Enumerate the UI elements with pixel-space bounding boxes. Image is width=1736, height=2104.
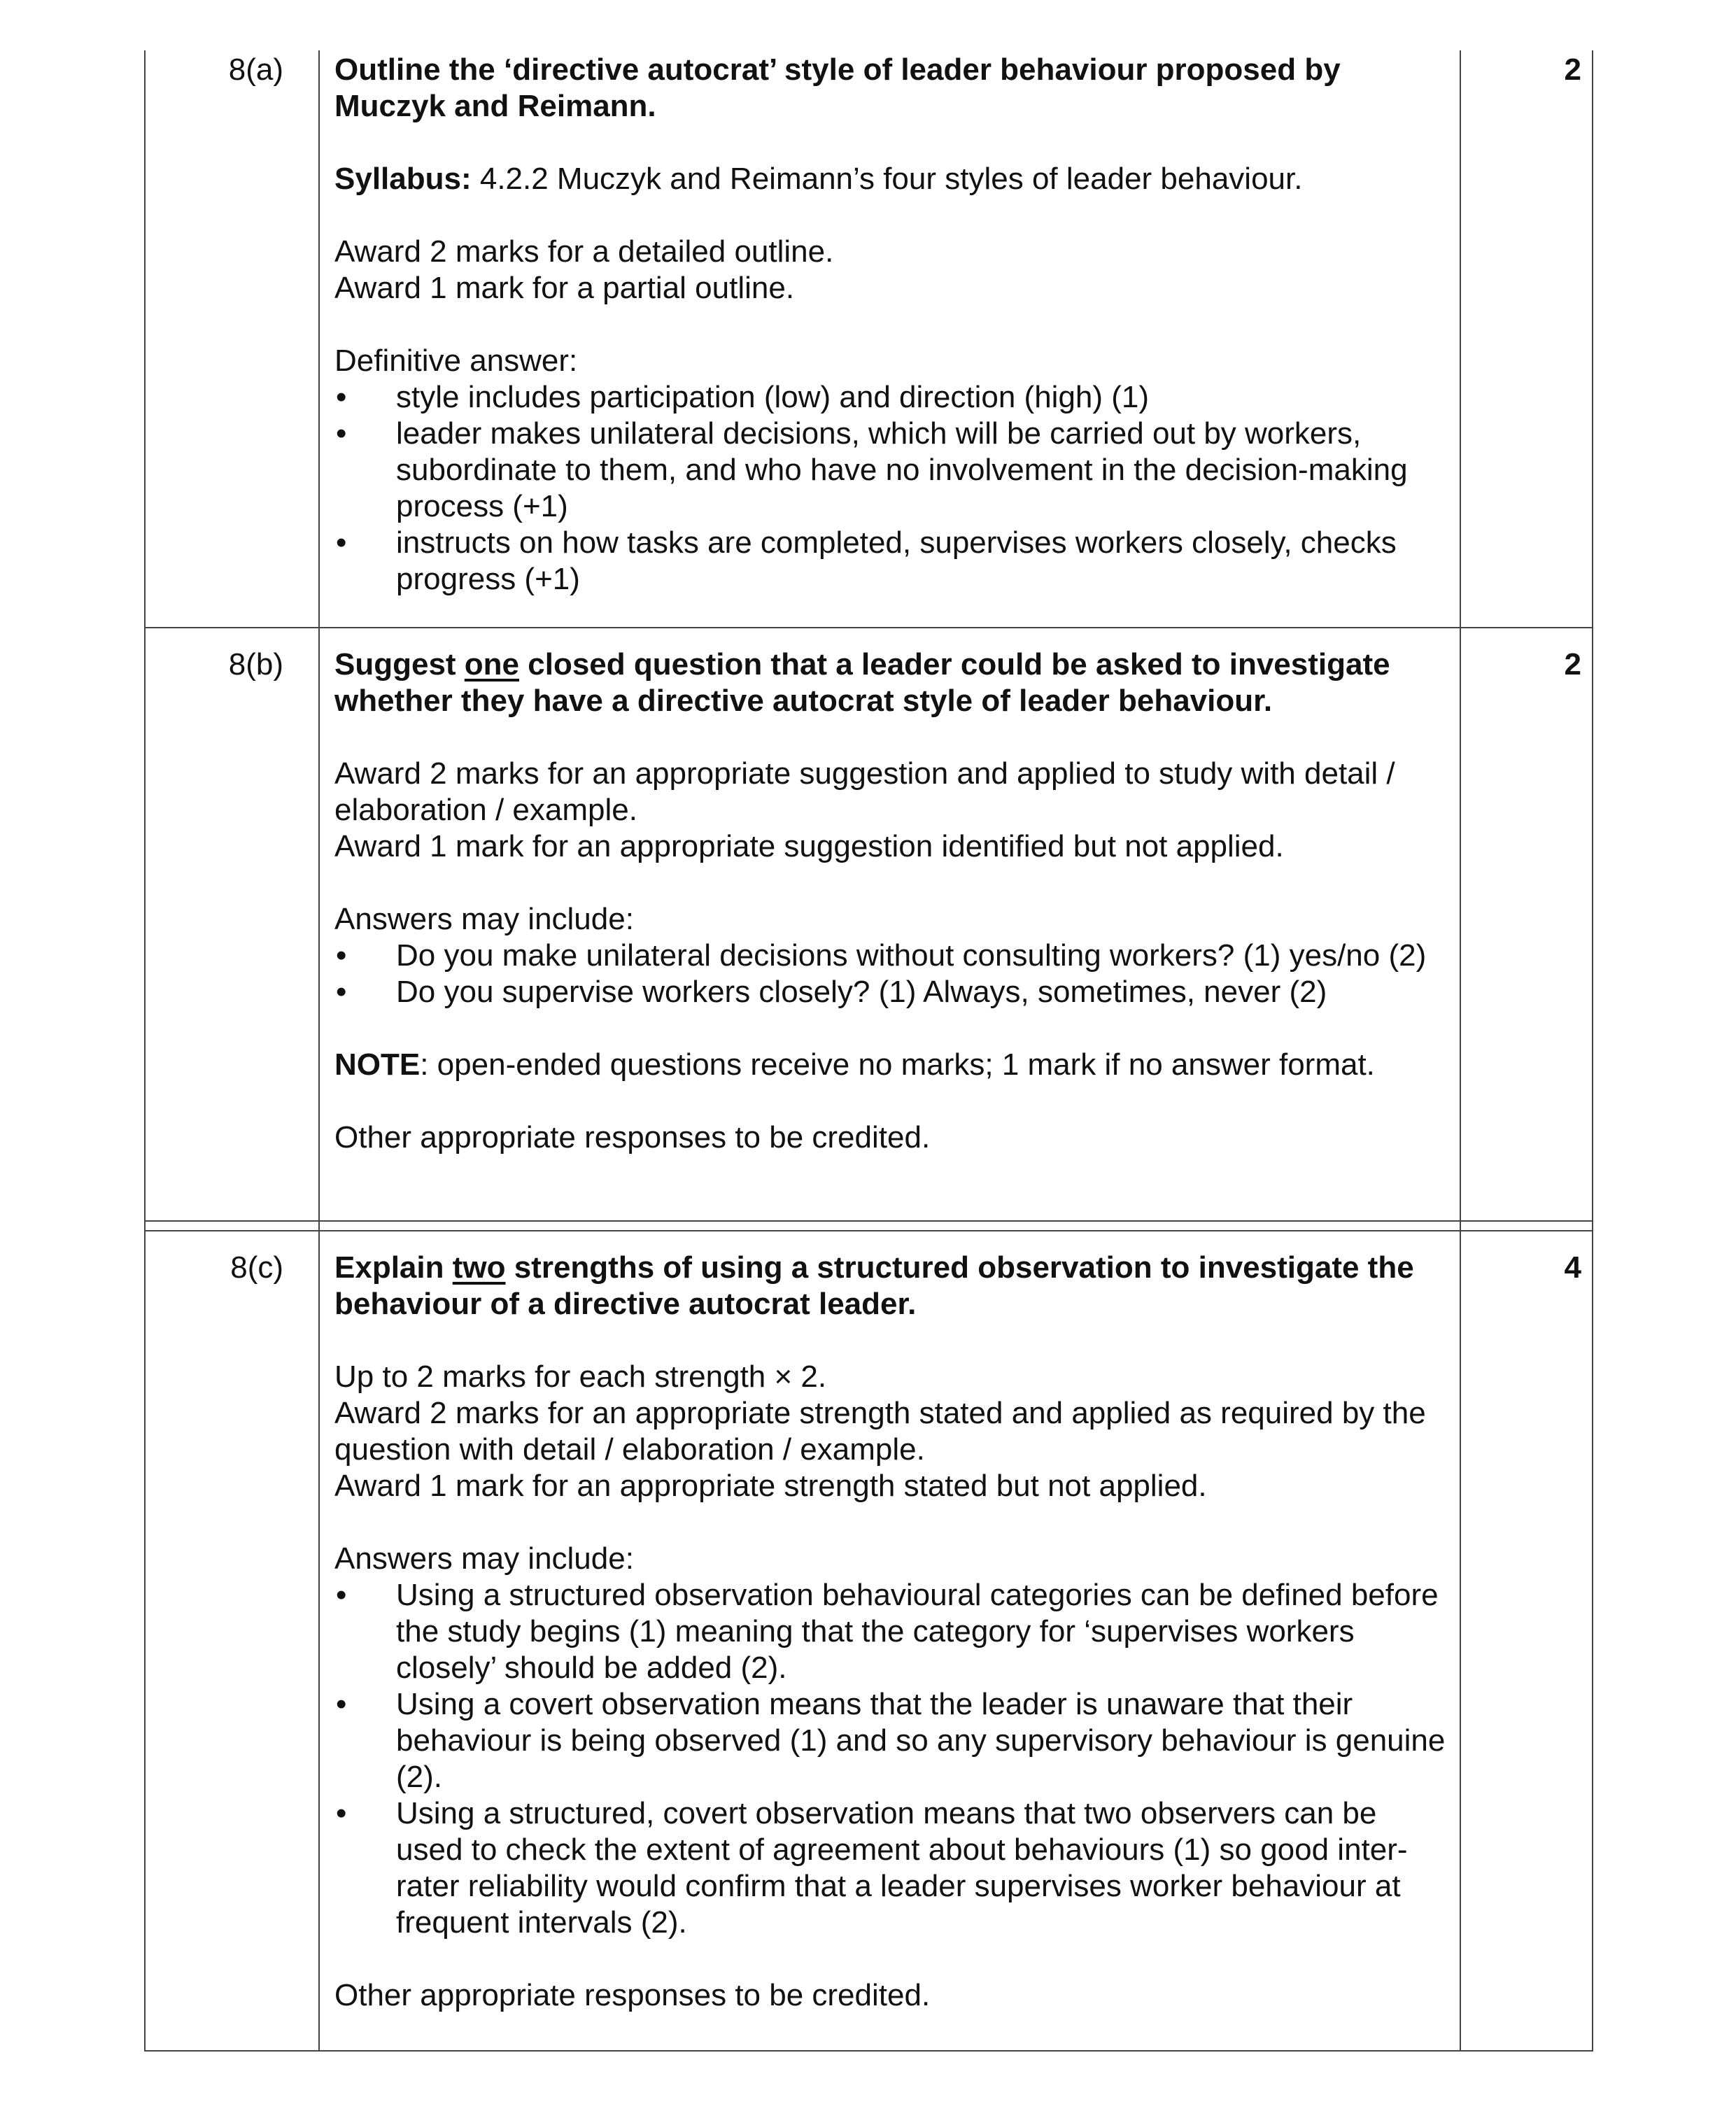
note-8b [334, 1047, 1451, 1083]
table-column-divider-1 [318, 50, 320, 2052]
award-line: Award 2 marks for an appropriate suggestion and applied to study with detail / elaboration / example. [334, 756, 1395, 827]
answer-list-8a [334, 379, 1451, 598]
content-8a [334, 52, 1451, 598]
award-line: Award 1 mark for an appropriate strength stated but not applied. [334, 1469, 1207, 1503]
row-divider-b-c-top [144, 1220, 1593, 1222]
list-item: • Do you supervise workers closely? (1) Always, sometimes, never (2) [334, 974, 1451, 1010]
question-8c-end: strengths of using a structured observation to investigate the behaviour of a directive autocrat leader. [334, 1250, 1414, 1321]
question-8b [334, 647, 1451, 719]
note-label: NOTE [334, 1047, 421, 1082]
question-8b-start: Suggest [334, 647, 465, 682]
award-line: Award 1 mark for an appropriate suggestion identified but not applied. [334, 829, 1284, 863]
award-line: Award 1 mark for a partial outline. [334, 271, 795, 305]
list-item: • Using a structured observation behavioural categories can be defined before the study begins (1) meaning that the category for ‘supervises workers closely’ should be added (2). [334, 1577, 1451, 1686]
table-border-bottom [144, 2050, 1593, 2052]
question-8c-emphasis: two [452, 1250, 506, 1285]
answer-heading-8b: Answers may include: [334, 902, 634, 936]
other-responses-8c: Other appropriate responses to be credited. [334, 1978, 931, 2012]
question-8c-start: Explain [334, 1250, 453, 1285]
list-item: • style includes participation (low) and direction (high) (1) [334, 379, 1451, 416]
row-divider-b-c-bottom [144, 1230, 1593, 1231]
marks-8a: 2 [1564, 52, 1581, 87]
table-border-left [144, 50, 146, 2052]
note-text: : open-ended questions receive no marks; 1 mark if no answer format. [420, 1047, 1375, 1082]
list-item: • leader makes unilateral decisions, which will be carried out by workers, subordinate to them, and who have no involvement in the decision-making process (+1) [334, 416, 1451, 525]
syllabus-text: 4.2.2 Muczyk and Reimann’s four styles of leader behaviour. [471, 162, 1303, 196]
question-number-8c: 8(c) [230, 1250, 283, 1285]
award-line: Award 2 marks for an appropriate strength stated and applied as required by the question with detail / elaboration / example. [334, 1396, 1426, 1467]
list-item: • Do you make unilateral decisions without consulting workers? (1) yes/no (2) [334, 938, 1451, 974]
table-column-divider-2 [1460, 50, 1461, 2052]
list-item: • Using a covert observation means that the leader is unaware that their behaviour is being observed (1) and so any supervisory behaviour is genuine (2). [334, 1686, 1451, 1795]
award-line: Award 2 marks for a detailed outline. [334, 234, 834, 269]
content-8c [334, 1250, 1451, 2014]
content-8b [334, 647, 1451, 1156]
award-line: Up to 2 marks for each strength × 2. [334, 1360, 827, 1394]
answer-heading-8c: Answers may include: [334, 1541, 634, 1576]
row-divider-a-b [144, 627, 1593, 628]
syllabus-label: Syllabus: [334, 162, 472, 196]
question-number-8a: 8(a) [228, 52, 283, 87]
syllabus-8a [334, 161, 1451, 197]
answer-list-8b [334, 938, 1451, 1010]
list-item: • instructs on how tasks are completed, supervises workers closely, checks progress (+1) [334, 525, 1451, 598]
list-item: • Using a structured, covert observation means that two observers can be used to check the extent of agreement about behaviours (1) so good inter-rater reliability would confirm that a leader supervises worker behaviour at frequent intervals (2). [334, 1795, 1451, 1941]
other-responses-8b: Other appropriate responses to be credited. [334, 1120, 931, 1155]
question-8a: Outline the ‘directive autocrat’ style of leader behaviour proposed by Muczyk and Reimann. [334, 52, 1341, 123]
question-number-8b: 8(b) [228, 647, 283, 682]
table-border-right [1592, 50, 1593, 2052]
answer-heading-8a: Definitive answer: [334, 344, 578, 378]
answer-list-8c [334, 1577, 1451, 1941]
question-8b-emphasis: one [464, 647, 520, 682]
question-8b-end: closed question that a leader could be asked to investigate whether they have a directive autocrat style of leader behaviour. [334, 647, 1390, 718]
marks-8c: 4 [1564, 1250, 1581, 1285]
marks-8b: 2 [1564, 647, 1581, 682]
question-8c [334, 1250, 1451, 1322]
